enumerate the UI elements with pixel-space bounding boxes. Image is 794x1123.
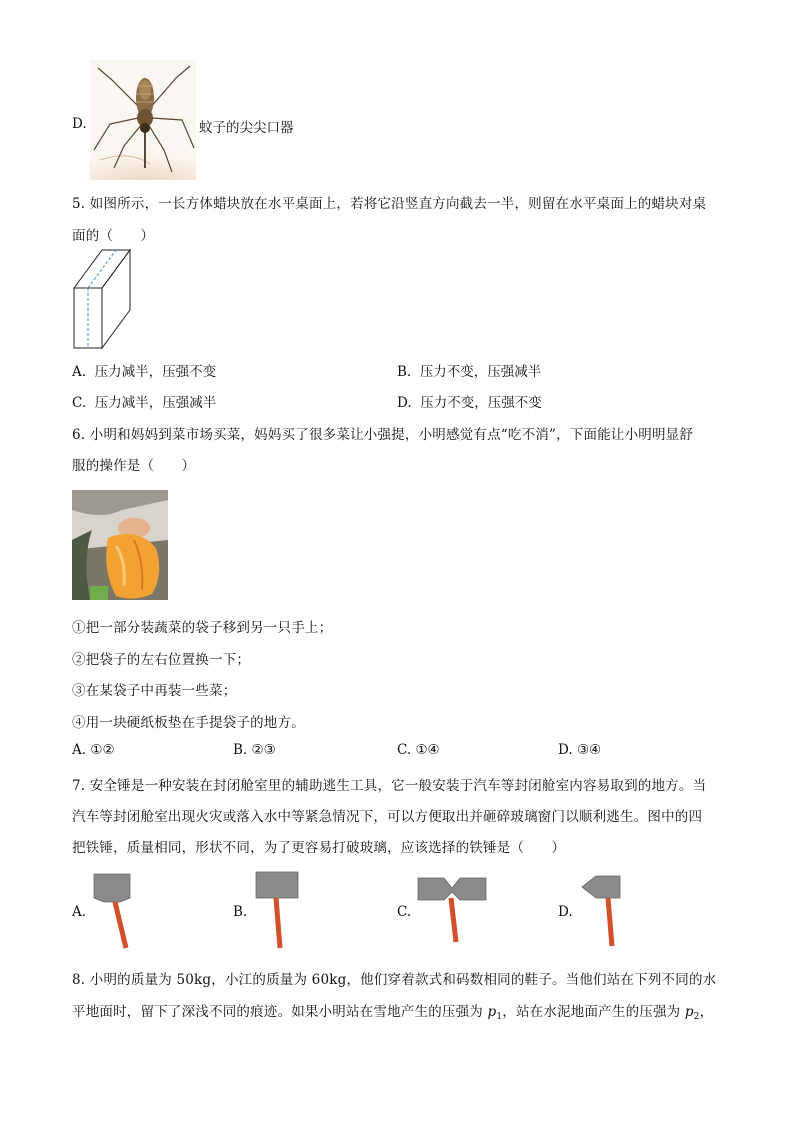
hammer-a-image xyxy=(92,872,132,950)
q7-option-b-label: B. xyxy=(233,904,248,920)
q6-stem-line2: 服的操作是（ ） xyxy=(72,458,196,474)
q7-stem-line1: 7. 安全锤是一种安装在封闭舱室里的辅助逃生工具，它一般安装于汽车等封闭舱室内容易取到的地方。当 xyxy=(72,778,707,794)
q5-option-d: D. 压力不变，压强不变 xyxy=(397,395,542,411)
hammer-c-image xyxy=(416,876,488,944)
q7-option-d-label: D. xyxy=(558,904,573,920)
q7-stem-line3: 把铁锤，质量相同，形状不同，为了更容易打破玻璃，应该选择的铁锤是（ ） xyxy=(72,840,566,856)
q6-option-d: D. ③④ xyxy=(558,742,602,758)
q7-option-c-label: C. xyxy=(397,904,412,920)
q6-stem-line1: 6. 小明和妈妈到菜市场买菜，妈妈买了很多菜让小强提，小明感觉有点“吃不消”，下面能让小明明显舒 xyxy=(72,427,694,443)
q6-item-2: ②把袋子的左右位置换一下； xyxy=(72,652,251,668)
q6-option-a: A. ①② xyxy=(72,742,115,758)
q8-stem-line2: 平地面时，留下了深浅不同的痕迹。如果小明站在雪地产生的压强为 $p_1$，站在水泥地面产生的压强为 $p_2$， xyxy=(72,1004,714,1022)
q6-item-3: ③在某袋子中再装一些菜； xyxy=(72,683,237,699)
mosquito-image xyxy=(90,60,196,180)
wax-block-figure xyxy=(72,248,134,350)
q7-option-a-label: A. xyxy=(72,904,87,920)
q4-option-d-text: 蚊子的尖尖口器 xyxy=(199,120,294,136)
q5-option-a: A. 压力减半，压强不变 xyxy=(72,364,217,380)
q6-option-c: C. ①④ xyxy=(397,742,440,758)
p2-variable: p xyxy=(684,1004,694,1020)
q8-stem-line1: 8. 小明的质量为 50kg，小江的质量为 60kg，他们穿着款式和码数相同的鞋子。当他们站在下列不同的水 xyxy=(72,972,717,988)
p1-variable: p xyxy=(487,1004,497,1020)
q7-stem-line2: 汽车等封闭舱室出现火灾或落入水中等紧急情况下，可以方便取出并砸碎玻璃窗门以顺利逃生。图中的四 xyxy=(72,809,703,825)
q5-option-c: C. 压力减半，压强减半 xyxy=(72,395,217,411)
p1-subscript: 1 xyxy=(496,1012,503,1022)
shopping-bag-photo xyxy=(72,490,168,600)
p2-subscript: 2 xyxy=(693,1012,700,1022)
q6-option-b: B. ②③ xyxy=(233,742,276,758)
q5-stem-line2: 面的（ ） xyxy=(72,228,155,244)
q6-item-1: ①把一部分装蔬菜的袋子移到另一只手上； xyxy=(72,620,333,636)
q5-stem-line1: 5. 如图所示，一长方体蜡块放在水平桌面上，若将它沿竖直方向截去一半，则留在水平桌面上的蜡块对桌 xyxy=(72,196,707,212)
hammer-b-image xyxy=(254,870,300,950)
hammer-d-image xyxy=(580,874,624,948)
q4-option-d-label: D. xyxy=(72,116,87,132)
q6-item-4: ④用一块硬纸板垫在手提袋子的地方。 xyxy=(72,715,305,731)
q5-option-b: B. 压力不变，压强减半 xyxy=(397,364,542,380)
